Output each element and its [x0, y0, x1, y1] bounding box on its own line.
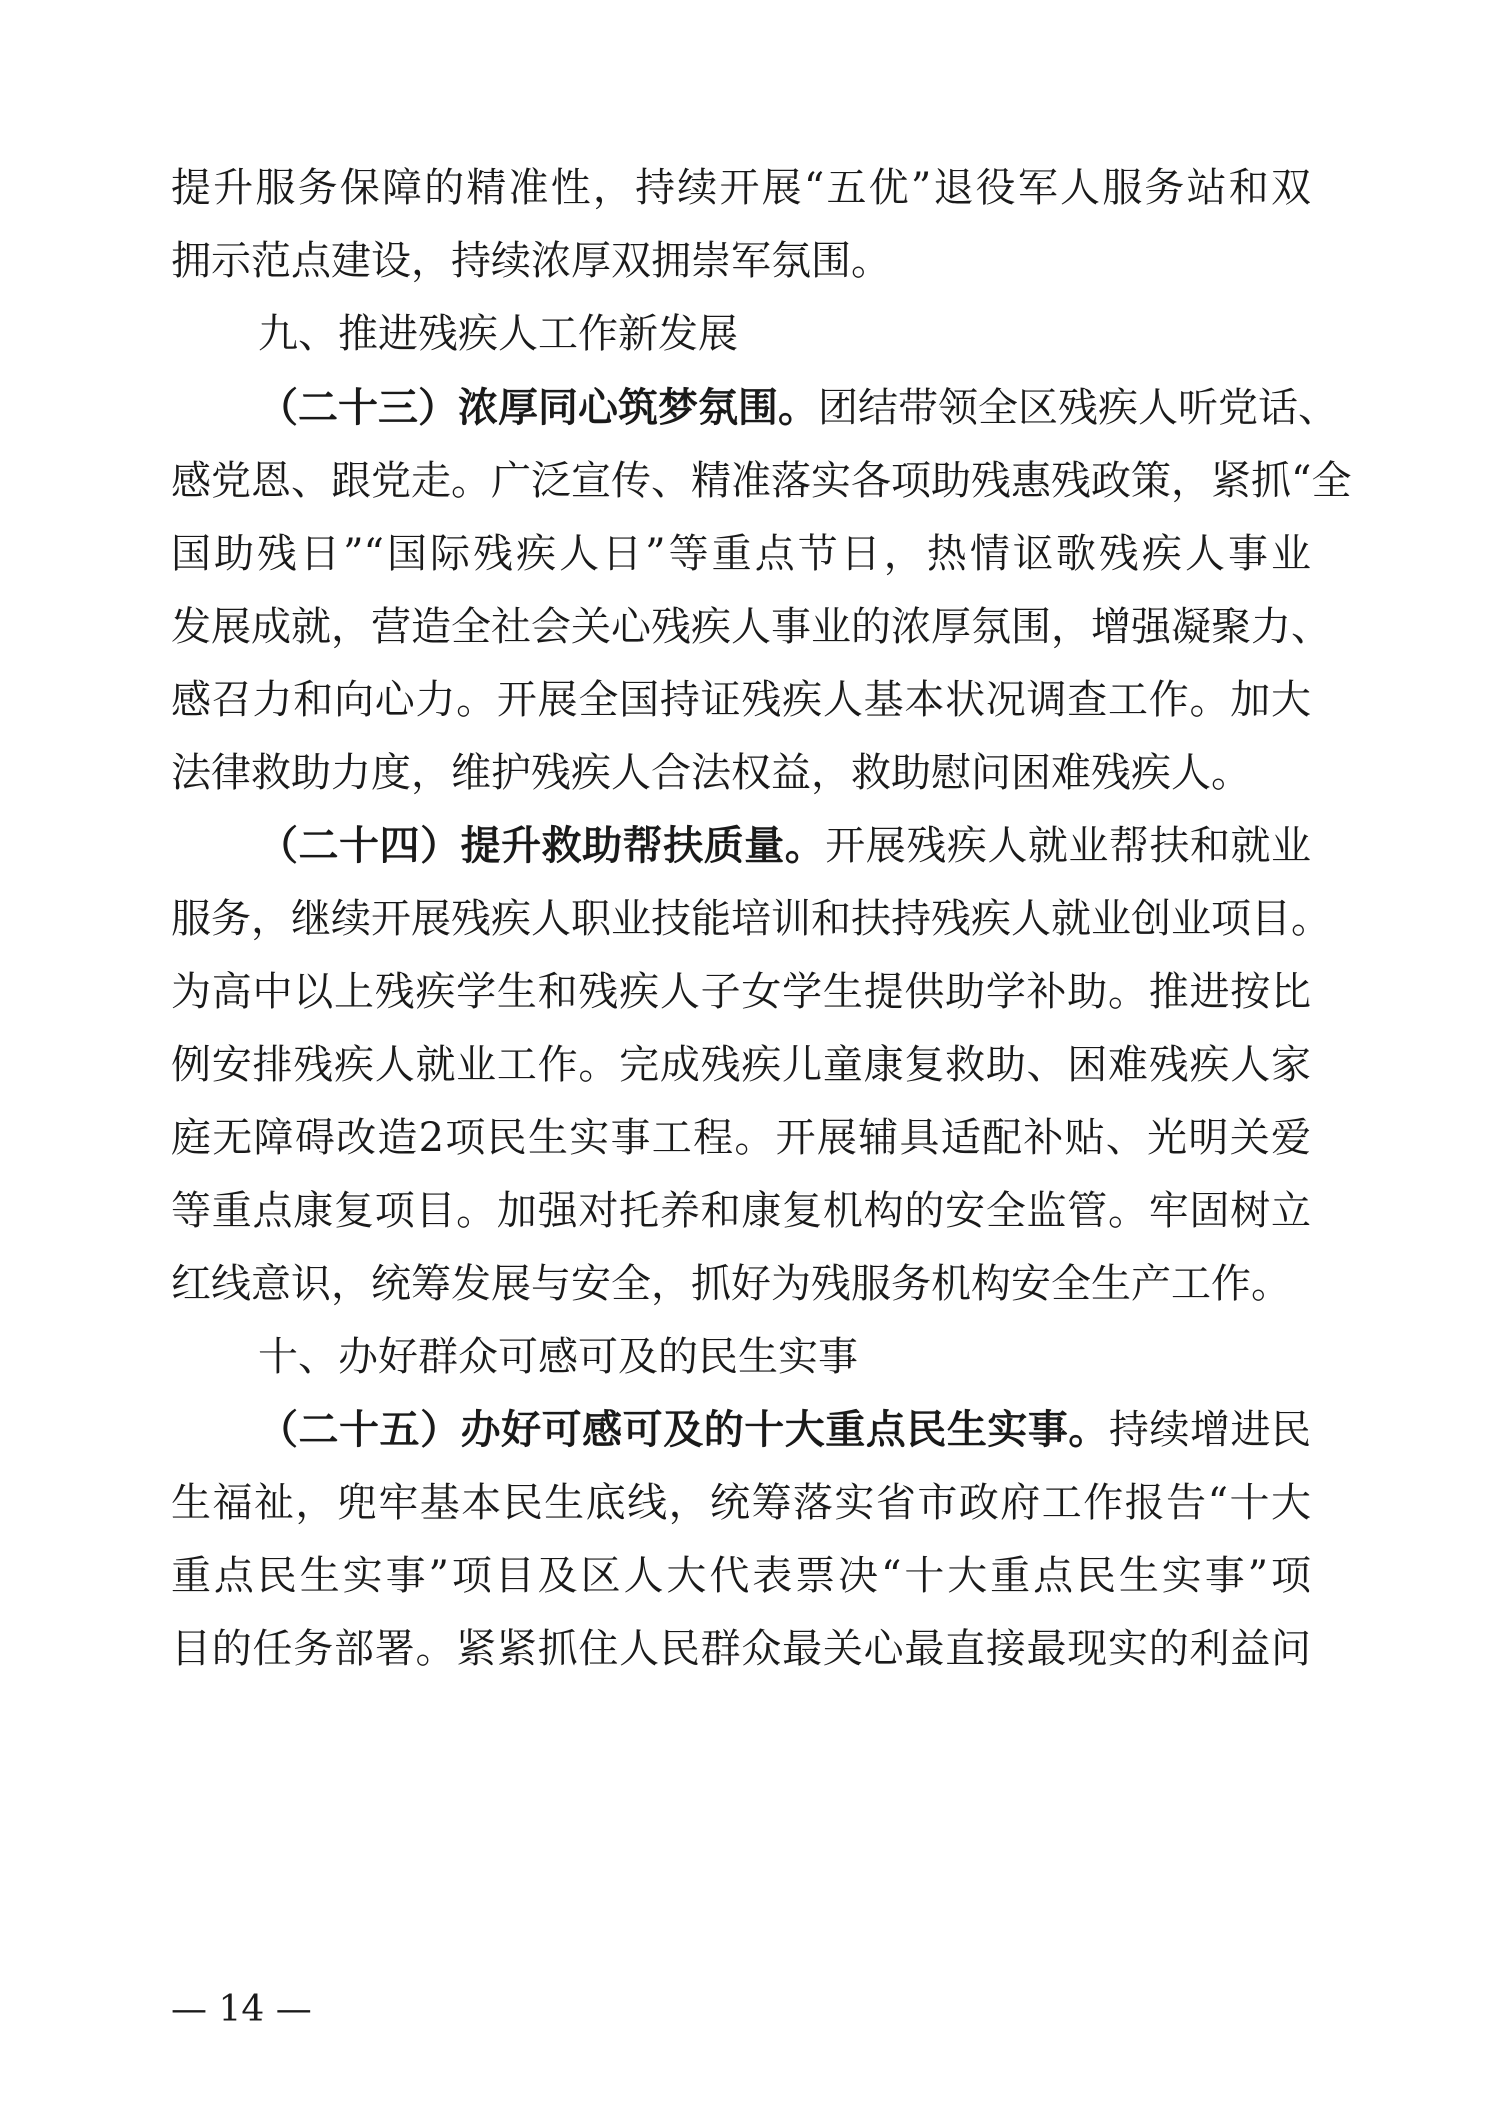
paragraph-line: 感党恩、跟党走。广泛宣传、精准落实各项助残惠残政策，紧抓“全 — [171, 458, 1352, 504]
paragraph-line: 目的任务部署。紧紧抓住人民群众最关心最直接最现实的利益问 — [171, 1626, 1311, 1672]
paragraph-line: 感召力和向心力。开展全国持证残疾人基本状况调查工作。加大 — [171, 677, 1311, 723]
item-title: （二十四）提升救助帮扶质量。 — [258, 822, 826, 869]
paragraph-line: 等重点康复项目。加强对托养和康复机构的安全监管。牢固树立 — [171, 1188, 1311, 1234]
paragraph-line: 为高中以上残疾学生和残疾人子女学生提供助学补助。推进按比 — [171, 969, 1311, 1015]
item-first-line — [258, 380, 1338, 436]
section-heading: 十、办好群众可感可及的民生实事 — [258, 1334, 858, 1380]
paragraph-line: 国助残日”“国际残疾人日”等重点节日，热情讴歌残疾人事业 — [171, 531, 1311, 577]
paragraph-line: 庭无障碍改造2项民生实事工程。开展辅具适配补贴、光明关爱 — [171, 1115, 1311, 1161]
section-heading: 九、推进残疾人工作新发展 — [258, 311, 738, 357]
page-number: — 14 — — [171, 1989, 312, 2030]
paragraph-line: 提升服务保障的精准性，持续开展“五优”退役军人服务站和双 — [171, 165, 1311, 211]
paragraph-line: 生福祉，兜牢基本民生底线，统筹落实省市政府工作报告“十大 — [171, 1480, 1311, 1526]
item-title: （二十三）浓厚同心筑梦氛围。 — [258, 384, 818, 431]
item-title: （二十五）办好可感可及的十大重点民生实事。 — [258, 1406, 1109, 1453]
paragraph-line: 红线意识，统筹发展与安全，抓好为残服务机构安全生产工作。 — [171, 1261, 1291, 1307]
paragraph-line: 例安排残疾人就业工作。完成残疾儿童康复救助、困难残疾人家 — [171, 1042, 1311, 1088]
item-first-line — [258, 818, 1311, 874]
paragraph-line: 法律救助力度，维护残疾人合法权益，救助慰问困难残疾人。 — [171, 750, 1251, 796]
paragraph-line: 拥示范点建设，持续浓厚双拥崇军氛围。 — [171, 238, 891, 284]
paragraph-line: 服务，继续开展残疾人职业技能培训和扶持残疾人就业创业项目。 — [171, 896, 1331, 942]
paragraph-line: 发展成就，营造全社会关心残疾人事业的浓厚氛围，增强凝聚力、 — [171, 604, 1331, 650]
paragraph-line: 重点民生实事”项目及区人大代表票决“十大重点民生实事”项 — [171, 1553, 1311, 1599]
item-text: 开展残疾人就业帮扶和就业 — [825, 823, 1312, 869]
item-text: 持续增进民 — [1108, 1407, 1312, 1453]
item-first-line — [258, 1402, 1311, 1458]
item-text: 团结带领全区残疾人听党话、 — [818, 385, 1338, 431]
